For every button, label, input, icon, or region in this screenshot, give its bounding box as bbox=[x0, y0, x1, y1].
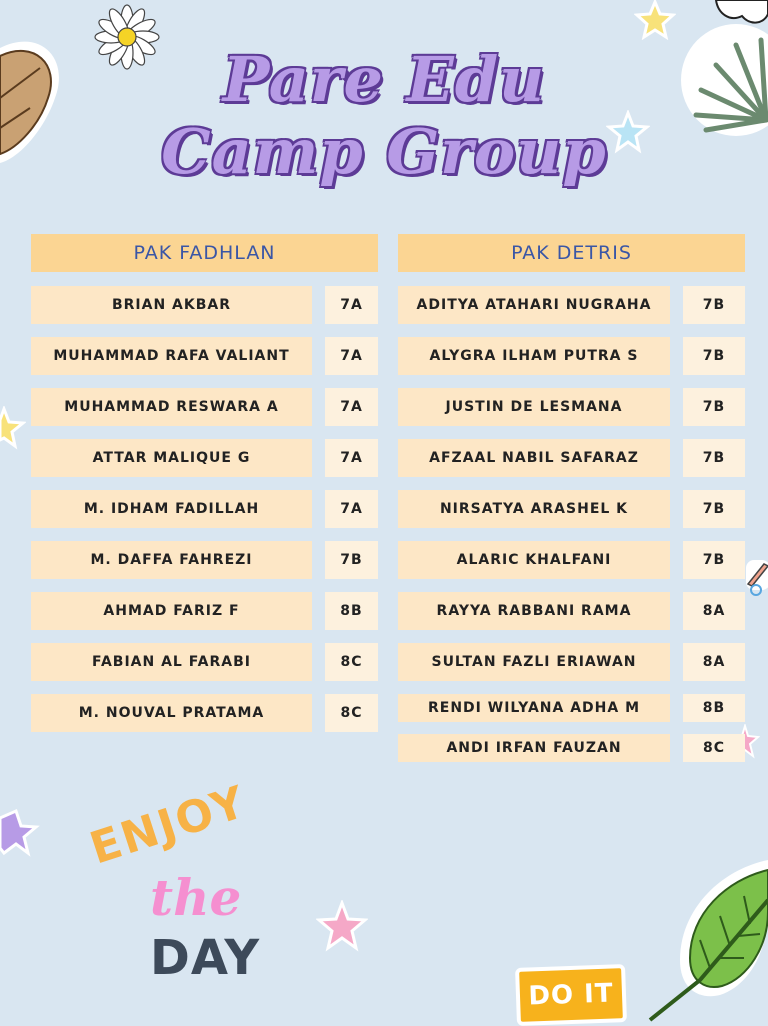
table-row-name: M. NOUVAL PRATAMA bbox=[31, 694, 312, 732]
table-row-class: 7A bbox=[325, 439, 378, 477]
table-row-class: 7A bbox=[325, 388, 378, 426]
table-row-name: SULTAN FAZLI ERIAWAN bbox=[398, 643, 670, 681]
table-row-class: 8C bbox=[325, 643, 378, 681]
table-row-class: 8A bbox=[683, 592, 745, 630]
table-row-class: 8B bbox=[325, 592, 378, 630]
table-row-class: 8C bbox=[325, 694, 378, 732]
do-it-sticker: DO IT bbox=[515, 964, 627, 1026]
table-row-class: 7B bbox=[683, 337, 745, 375]
star-icon bbox=[0, 808, 40, 858]
page-title-line-2: Camp Group bbox=[161, 115, 607, 188]
table-row-class: 7B bbox=[683, 490, 745, 528]
table-row-name: FABIAN AL FARABI bbox=[31, 643, 312, 681]
table-row-name: M. DAFFA FAHREZI bbox=[31, 541, 312, 579]
table-row-name: JUSTIN DE LESMANA bbox=[398, 388, 670, 426]
table-row-name: MUHAMMAD RESWARA A bbox=[31, 388, 312, 426]
table-row-name: ADITYA ATAHARI NUGRAHA bbox=[398, 286, 670, 324]
table-row-class: 7A bbox=[325, 490, 378, 528]
table-row-name: ALARIC KHALFANI bbox=[398, 541, 670, 579]
cloud-icon bbox=[712, 0, 768, 30]
table-row-name: BRIAN AKBAR bbox=[31, 286, 312, 324]
table-row-name: NIRSATYA ARASHEL K bbox=[398, 490, 670, 528]
table-row-class: 8C bbox=[683, 734, 745, 762]
table-row-class: 7A bbox=[325, 337, 378, 375]
enjoy-sticker-line-2: the bbox=[150, 868, 242, 927]
table-row-name: ALYGRA ILHAM PUTRA S bbox=[398, 337, 670, 375]
table-row-name: ATTAR MALIQUE G bbox=[31, 439, 312, 477]
star-icon bbox=[634, 0, 676, 40]
enjoy-sticker-line-3: DAY bbox=[150, 930, 261, 986]
table-row-name: AFZAAL NABIL SAFARAZ bbox=[398, 439, 670, 477]
star-icon bbox=[316, 900, 368, 952]
page-title-line-1: Pare Edu bbox=[222, 43, 546, 116]
green-leaf-icon bbox=[640, 850, 768, 1024]
group-header-right: PAK DETRIS bbox=[398, 234, 745, 272]
star-icon bbox=[0, 406, 26, 450]
table-row-name: M. IDHAM FADILLAH bbox=[31, 490, 312, 528]
table-row-name: RAYYA RABBANI RAMA bbox=[398, 592, 670, 630]
table-row-name: AHMAD FARIZ F bbox=[31, 592, 312, 630]
table-row-name: MUHAMMAD RAFA VALIANT bbox=[31, 337, 312, 375]
table-row-class: 7A bbox=[325, 286, 378, 324]
table-row-class: 8B bbox=[683, 694, 745, 722]
table-row-name: RENDI WILYANA ADHA M bbox=[398, 694, 670, 722]
table-row-class: 7B bbox=[683, 541, 745, 579]
table-row-class: 8A bbox=[683, 643, 745, 681]
enjoy-sticker-line-1: ENJOY bbox=[84, 776, 253, 875]
group-header-left: PAK FADHLAN bbox=[31, 234, 378, 272]
table-row-class: 7B bbox=[683, 439, 745, 477]
table-row-class: 7B bbox=[683, 286, 745, 324]
table-row-class: 7B bbox=[683, 388, 745, 426]
table-row-name: ANDI IRFAN FAUZAN bbox=[398, 734, 670, 762]
table-row-class: 7B bbox=[325, 541, 378, 579]
